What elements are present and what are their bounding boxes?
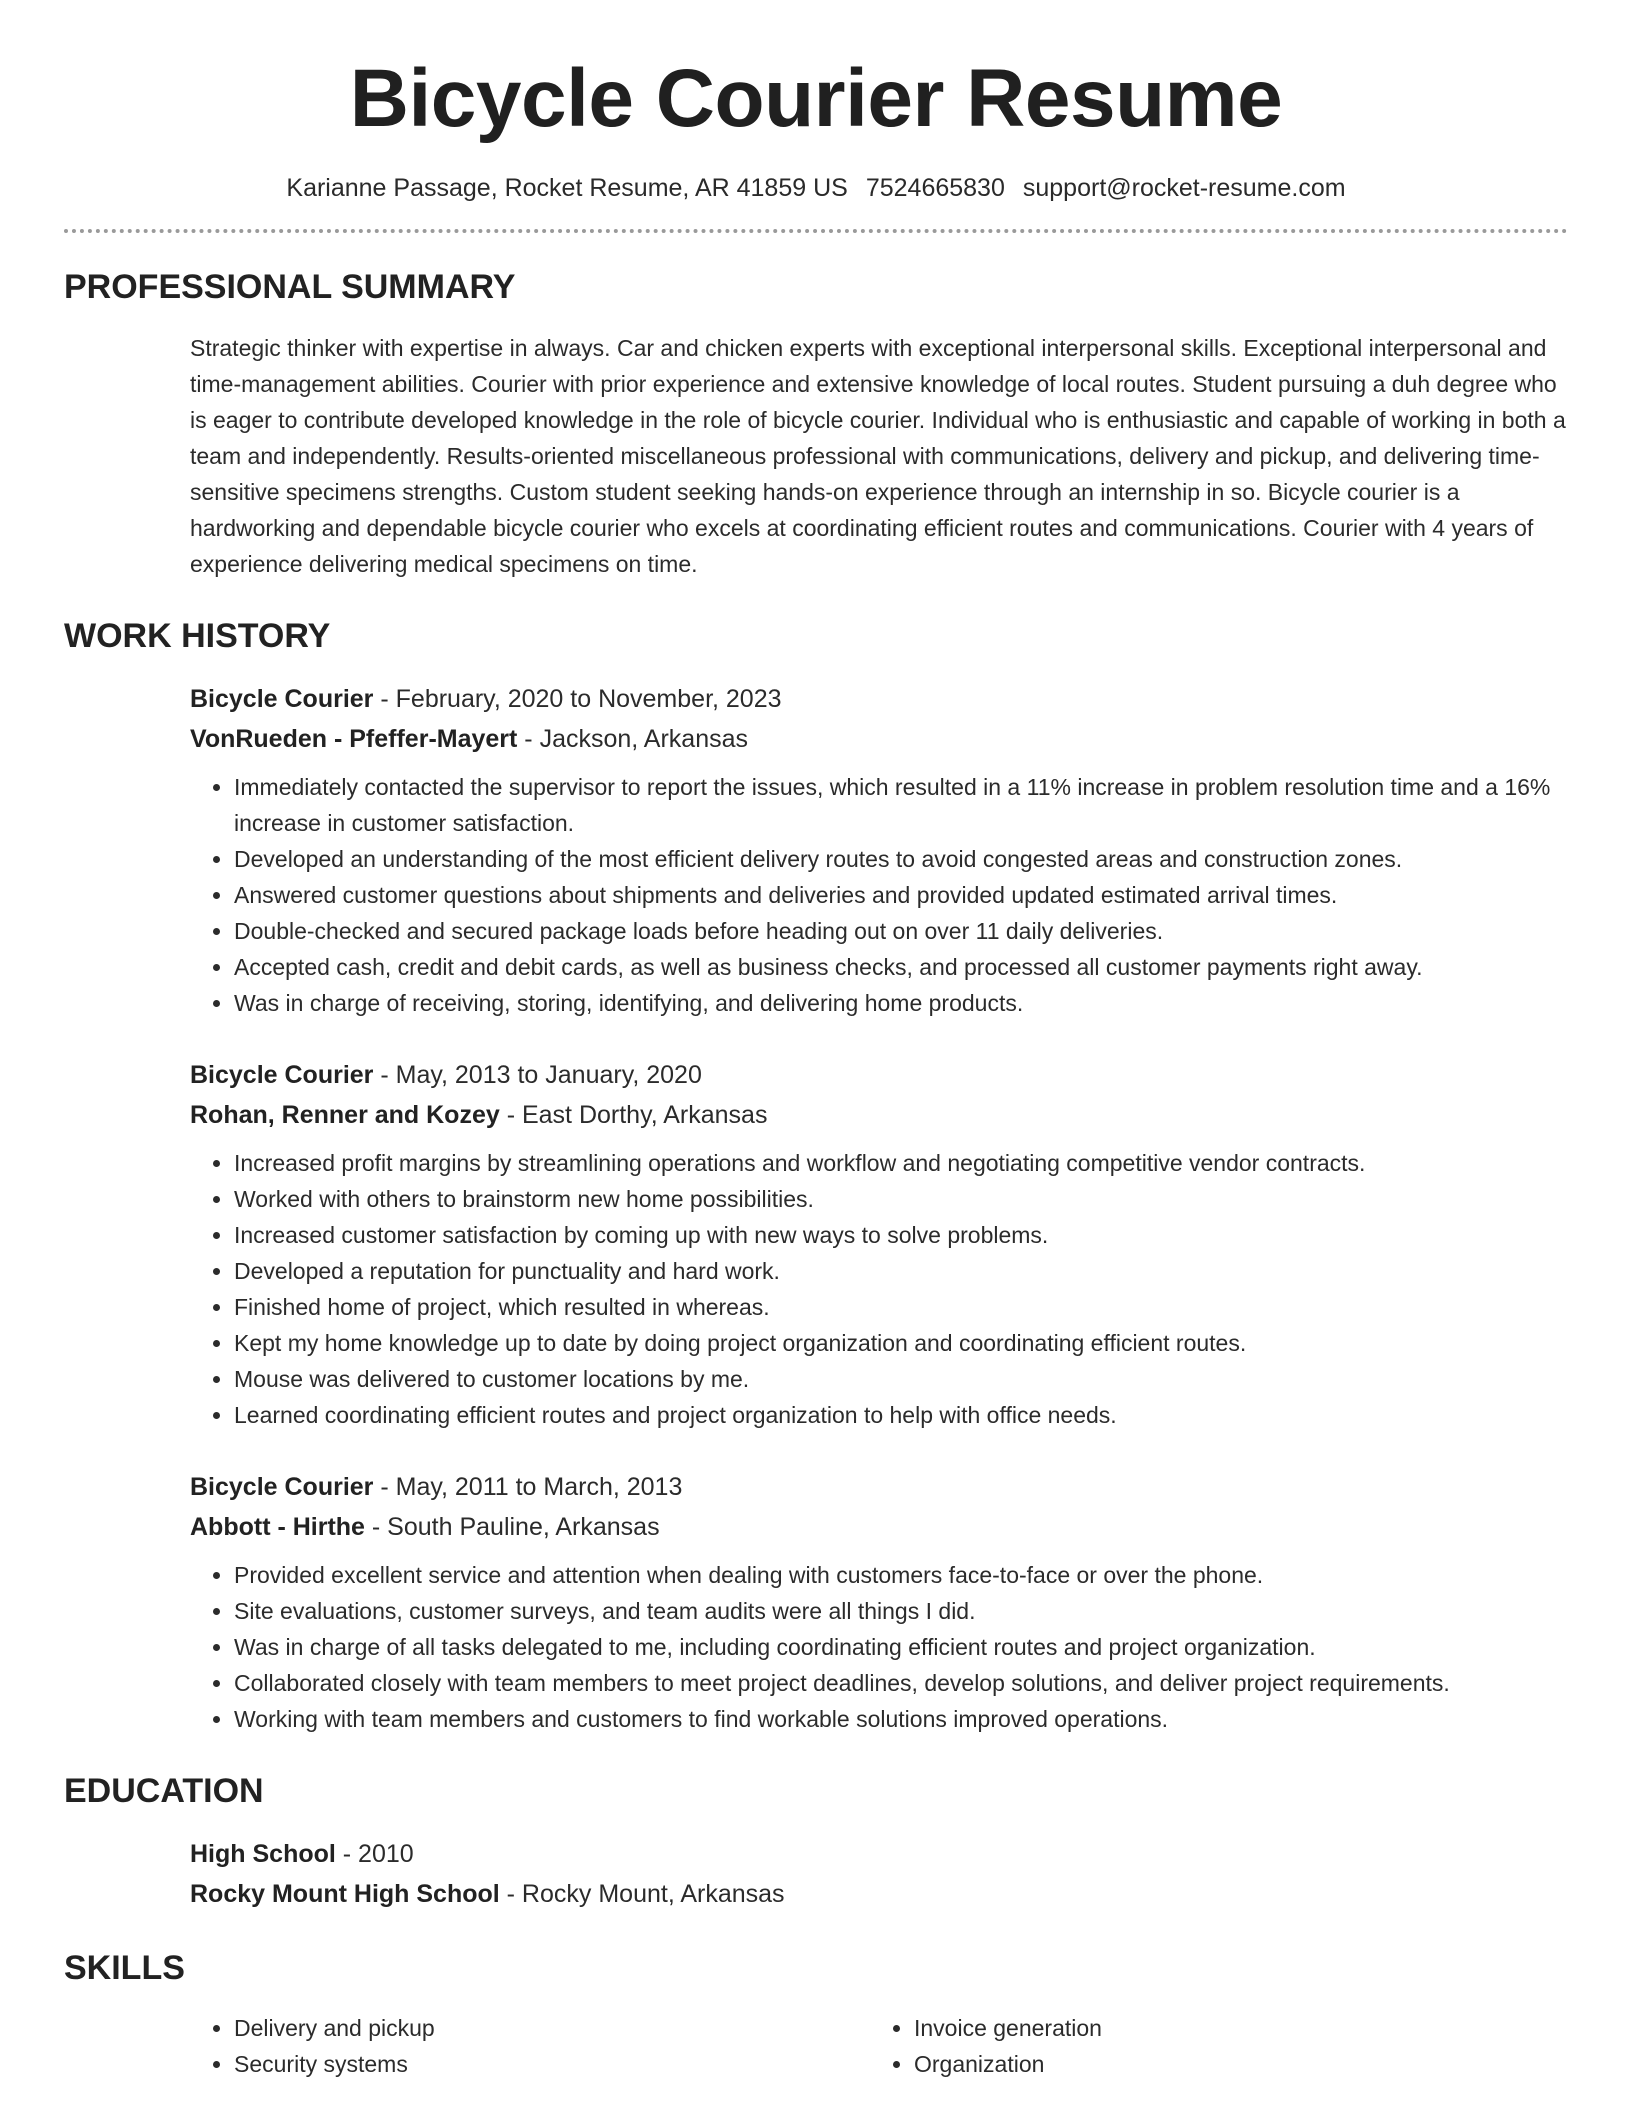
skill-item: • Security systems	[234, 2046, 870, 2082]
summary-section	[64, 267, 1568, 582]
header-divider	[64, 229, 1568, 233]
job-company-line	[190, 1095, 1568, 1135]
skill-item: • Organization	[914, 2046, 1568, 2082]
contact-line	[64, 174, 1568, 203]
education-degree: High School	[190, 1839, 336, 1868]
job-bullet: • Accepted cash, credit and debit cards, as well as business checks, and processed all customer payments right away.	[234, 949, 1568, 985]
skill-item: • Delivery and pickup	[234, 2010, 870, 2046]
job-location: - East Dorthy, Arkansas	[499, 1100, 768, 1129]
job-entry	[190, 1467, 1568, 1737]
skills-column-right	[870, 2010, 1568, 2082]
job-title: Bicycle Courier	[190, 1060, 374, 1089]
summary-heading: PROFESSIONAL SUMMARY	[64, 268, 516, 307]
education-location: - Rocky Mount, Arkansas	[499, 1879, 785, 1908]
job-bullet: • Working with team members and customers to find workable solutions improved operations.	[234, 1701, 1568, 1737]
job-bullet: • Provided excellent service and attention when dealing with customers face-to-face or over the phone.	[234, 1557, 1568, 1593]
job-bullet: • Increased profit margins by streamlining operations and workflow and negotiating competitive vendor contracts.	[234, 1145, 1568, 1181]
job-dates: - February, 2020 to November, 2023	[373, 684, 782, 713]
job-title-line	[190, 1055, 1568, 1095]
job-company: Rohan, Renner and Kozey	[190, 1100, 500, 1129]
job-company-line	[190, 719, 1568, 759]
job-bullet: • Double-checked and secured package loads before heading out on over 11 daily deliveries.	[234, 913, 1568, 949]
job-bullets	[190, 1145, 1568, 1433]
job-bullets	[190, 769, 1568, 1021]
job-bullet: • Developed a reputation for punctuality and hard work.	[234, 1253, 1568, 1289]
work-history-heading: WORK HISTORY	[64, 616, 331, 655]
job-bullets	[190, 1557, 1568, 1737]
job-bullet: • Increased customer satisfaction by coming up with new ways to solve problems.	[234, 1217, 1568, 1253]
work-history-section	[64, 616, 1568, 1737]
job-location: - South Pauline, Arkansas	[364, 1512, 660, 1541]
education-heading: EDUCATION	[64, 1771, 264, 1810]
job-bullet: • Site evaluations, customer surveys, and team audits were all things I did.	[234, 1593, 1568, 1629]
education-degree-line	[190, 1834, 1568, 1874]
education-school-line	[190, 1874, 1568, 1914]
jobs-list	[190, 679, 1568, 1737]
job-bullet: • Immediately contacted the supervisor to report the issues, which resulted in a 11% increase in problem resolution time and a 16% increase in customer satisfaction.	[234, 769, 1568, 841]
job-bullet: • Was in charge of all tasks delegated to me, including coordinating efficient routes and project organization.	[234, 1629, 1568, 1665]
contact-email: support@rocket-resume.com	[1022, 174, 1346, 203]
skills-heading: SKILLS	[64, 1948, 185, 1987]
education-school: Rocky Mount High School	[190, 1879, 500, 1908]
skill-item: • Invoice generation	[914, 2010, 1568, 2046]
education-section	[64, 1771, 1568, 1914]
job-bullet: • Learned coordinating efficient routes and project organization to help with office needs.	[234, 1397, 1568, 1433]
resume-title: Bicycle Courier Resume	[349, 53, 1283, 144]
job-bullet: • Mouse was delivered to customer locations by me.	[234, 1361, 1568, 1397]
job-bullet: • Finished home of project, which resulted in whereas.	[234, 1289, 1568, 1325]
job-entry	[190, 1055, 1568, 1433]
job-bullet: • Kept my home knowledge up to date by doing project organization and coordinating efficient routes.	[234, 1325, 1568, 1361]
job-dates: - May, 2011 to March, 2013	[373, 1472, 683, 1501]
job-company: Abbott - Hirthe	[190, 1512, 365, 1541]
education-year: - 2010	[335, 1839, 414, 1868]
job-location: - Jackson, Arkansas	[517, 724, 749, 753]
job-bullet: • Collaborated closely with team members to meet project deadlines, develop solutions, and deliver project requirements.	[234, 1665, 1568, 1701]
job-title-line	[190, 1467, 1568, 1507]
job-company-line	[190, 1507, 1568, 1547]
summary-text: Strategic thinker with expertise in always. Car and chicken experts with exceptional interpersonal skills. Exceptional interpersonal and time-management abilities. Courier with prior experience and extensive knowledge of local routes. Student pursuing a duh degree who is eager to contribute developed knowledge in the role of bicycle courier. Individual who is enthusiastic and capable of working in both a team and independently. Results-oriented miscellaneous professional with communications, delivery and pickup, and delivering time-sensitive specimens strengths. Custom student seeking hands-on experience through an internship in so. Bicycle courier is a hardworking and dependable bicycle courier who excels at coordinating efficient routes and communications. Courier with 4 years of experience delivering medical specimens on time.	[190, 334, 1566, 577]
skills-section	[64, 1948, 1568, 2083]
contact-address: Karianne Passage, Rocket Resume, AR 41859 US	[286, 174, 848, 203]
contact-phone: 7524665830	[865, 174, 1005, 203]
job-title-line	[190, 679, 1568, 719]
resume-header	[64, 0, 1568, 203]
job-bullet: • Developed an understanding of the most efficient delivery routes to avoid congested areas and construction zones.	[234, 841, 1568, 877]
job-title: Bicycle Courier	[190, 684, 374, 713]
job-bullet: • Worked with others to brainstorm new home possibilities.	[234, 1181, 1568, 1217]
job-bullet: • Was in charge of receiving, storing, identifying, and delivering home products.	[234, 985, 1568, 1021]
job-company: VonRueden - Pfeffer-Mayert	[190, 724, 518, 753]
job-dates: - May, 2013 to January, 2020	[373, 1060, 702, 1089]
job-title: Bicycle Courier	[190, 1472, 374, 1501]
job-bullet: • Answered customer questions about shipments and deliveries and provided updated estimated arrival times.	[234, 877, 1568, 913]
job-entry	[190, 679, 1568, 1021]
skills-column-left	[190, 2010, 870, 2082]
